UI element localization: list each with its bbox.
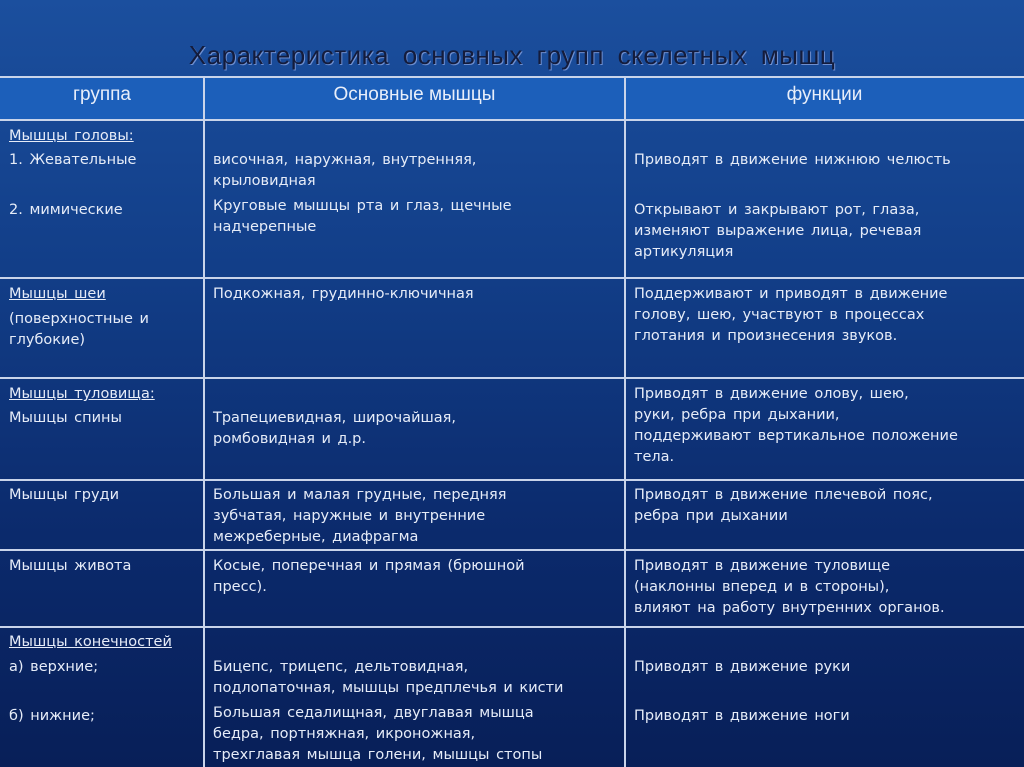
- muscles-cell: Подкожная, грудинно-ключичная: [213, 286, 474, 302]
- functions-cell: Приводят в движение ноги: [634, 708, 850, 724]
- header-muscles: Основные мышцы: [333, 84, 496, 105]
- muscles-cell: височная, наружная, внутренняя, крыловидная: [213, 152, 477, 189]
- divider: [0, 549, 1024, 551]
- divider: [624, 78, 626, 767]
- functions-cell: Приводят в движение плечевой пояс, ребра при дыхании: [634, 487, 933, 524]
- divider: [203, 78, 205, 767]
- group-cell: (поверхностные и глубокие): [9, 311, 149, 348]
- group-cell: Мышцы спины: [9, 410, 122, 426]
- group-cell: а) верхние;: [9, 659, 99, 675]
- header-functions: функции: [786, 84, 863, 105]
- group-heading: Мышцы туловища:: [9, 386, 155, 402]
- group-cell: Мышцы живота: [9, 558, 132, 574]
- group-cell: 2. мимические: [9, 202, 123, 218]
- divider: [0, 626, 1024, 628]
- divider: [0, 377, 1024, 379]
- muscles-cell: Трапециевидная, широчайшая, ромбовидная и д.р.: [213, 410, 456, 447]
- divider: [0, 76, 1024, 78]
- divider: [0, 119, 1024, 121]
- group-cell: 1. Жевательные: [9, 152, 137, 168]
- functions-cell: Приводят в движение олову, шею, руки, ребра при дыхании, поддерживают вертикальное положение тела.: [634, 386, 958, 465]
- functions-cell: Поддерживают и приводят в движение голову, шею, участвуют в процессах глотания и произнесения звуков.: [634, 286, 948, 344]
- muscles-cell: Бицепс, трицепс, дельтовидная, подлопаточная, мышцы предплечья и кисти: [213, 659, 564, 696]
- group-heading: Мышцы конечностей: [9, 634, 172, 650]
- functions-cell: Открывают и закрывают рот, глаза, изменяют выражение лица, речевая артикуляция: [634, 202, 922, 260]
- muscles-cell: Большая седалищная, двуглавая мышца бедра, портняжная, икроножная, трехглавая мышца голени, мышцы стопы: [213, 705, 543, 763]
- group-cell: б) нижние;: [9, 708, 95, 724]
- group-cell: Мышцы груди: [9, 487, 120, 503]
- muscles-cell: Большая и малая грудные, передняя зубчатая, наружные и внутренние межреберные, диафрагма: [213, 487, 507, 545]
- group-heading: Мышцы шеи: [9, 286, 106, 302]
- functions-cell: Приводят в движение руки: [634, 659, 851, 675]
- muscles-cell: Круговые мышцы рта и глаз, щечные надчерепные: [213, 198, 512, 235]
- slide-title: Характеристика основных групп скелетных мышц: [188, 40, 836, 70]
- header-group: группа: [73, 84, 131, 105]
- group-heading: Мышцы головы:: [9, 128, 134, 144]
- functions-cell: Приводят в движение нижнюю челюсть: [634, 152, 951, 168]
- functions-cell: Приводят в движение туловище (наклонны вперед и в стороны), влияют на работу внутренних органов.: [634, 558, 945, 616]
- muscles-cell: Косые, поперечная и прямая (брюшной пресс).: [213, 558, 525, 595]
- divider: [0, 479, 1024, 481]
- divider: [0, 277, 1024, 279]
